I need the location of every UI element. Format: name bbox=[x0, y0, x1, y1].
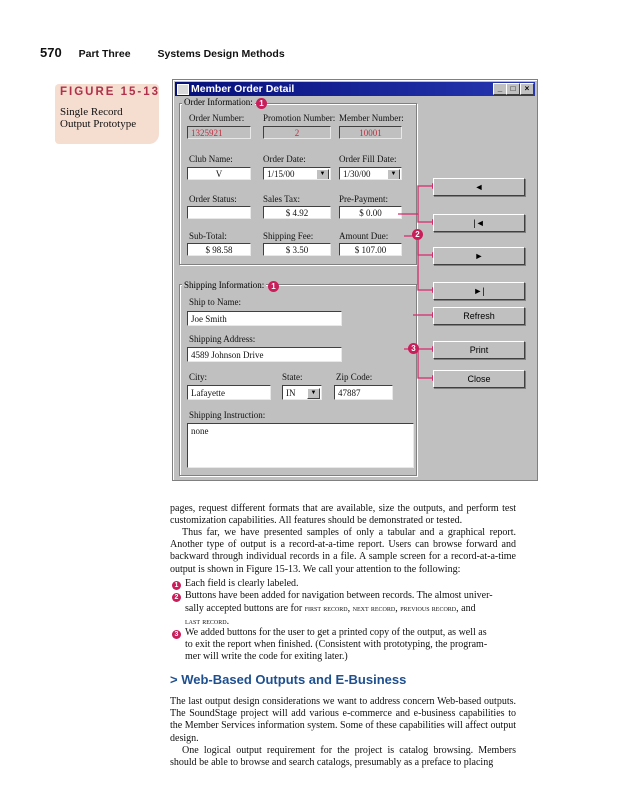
paragraph-4: One logical output requirement for the project is catalog browsing. Members should be able to browse and search catalogs, presumably as a preface to placing bbox=[170, 745, 516, 769]
order-fill-date-dropdown-icon[interactable]: ▼ bbox=[387, 169, 400, 180]
list-marker-3: 3 bbox=[172, 630, 181, 639]
list-item-2-line-a: Buttons have been added for navigation between records. The almost univer- bbox=[185, 590, 493, 601]
list-marker-1: 1 bbox=[172, 581, 181, 590]
shipping-address-field[interactable]: 4589 Johnson Drive bbox=[187, 347, 342, 362]
order-info-label: Order Information: bbox=[184, 97, 253, 107]
refresh-button[interactable]: Refresh bbox=[433, 307, 525, 325]
first-record-button[interactable]: |◄ bbox=[433, 214, 525, 232]
arrow-to-close bbox=[418, 349, 432, 378]
state-dropdown-icon[interactable]: ▼ bbox=[307, 388, 320, 399]
ship-to-name-label: Ship to Name: bbox=[189, 297, 241, 307]
promotion-number-field: 2 bbox=[263, 126, 331, 139]
part-label: Part Three bbox=[78, 48, 131, 60]
order-status-label: Order Status: bbox=[189, 194, 237, 204]
sales-tax-field[interactable]: $ 4.92 bbox=[263, 206, 331, 219]
page-number: 570 bbox=[40, 45, 62, 60]
list-item-3-line-b: to exit the report when finished. (Consistent with prototyping, the program- bbox=[185, 639, 488, 651]
list-item-2-line-b: sally accepted buttons are for first record, next record, previous record, and bbox=[185, 603, 476, 615]
last-record-button[interactable]: ►| bbox=[433, 282, 525, 300]
paragraph-2: Thus far, we have presented samples of only a tabular and a graphical report. Another type of output is a record-at-a-time report. Users can browse forward and backward through individual records in a file. A sample screen for a record-at-a-time output is shown in Figure 15-13. We call your attention to the following: bbox=[170, 527, 516, 575]
arrow-to-last bbox=[418, 236, 432, 290]
order-fill-date-value: 1/30/00 bbox=[343, 169, 371, 179]
figure-label: FIGURE 15-13 bbox=[60, 86, 161, 98]
ship-to-name-field[interactable]: Joe Smith bbox=[187, 311, 342, 326]
window-title: Member Order Detail bbox=[191, 83, 295, 95]
city-field[interactable]: Lafayette bbox=[187, 385, 271, 400]
prepayment-label: Pre-Payment: bbox=[339, 194, 388, 204]
shipping-fee-field[interactable]: $ 3.50 bbox=[263, 243, 331, 256]
amount-due-field[interactable]: $ 107.00 bbox=[339, 243, 402, 256]
prepayment-field[interactable]: $ 0.00 bbox=[339, 206, 402, 219]
list-marker-2: 2 bbox=[172, 593, 181, 602]
subtotal-label: Sub-Total: bbox=[189, 231, 227, 241]
club-name-field[interactable]: V bbox=[187, 167, 251, 180]
order-number-field: 1325921 bbox=[187, 126, 251, 139]
shipping-address-label: Shipping Address: bbox=[189, 334, 256, 344]
list-item-3-line-a: We added buttons for the user to get a printed copy of the output, as well as bbox=[185, 627, 487, 638]
arrow-to-previous bbox=[398, 186, 432, 214]
callout-2: 2 bbox=[412, 229, 423, 240]
caption-line-2: Output Prototype bbox=[60, 118, 137, 130]
callout-1-shipping: 1 bbox=[268, 281, 279, 292]
instruction-label: Shipping Instruction: bbox=[189, 410, 266, 420]
order-date-value: 1/15/00 bbox=[267, 169, 295, 179]
member-number-field: 10001 bbox=[339, 126, 402, 139]
order-date-dropdown-icon[interactable]: ▼ bbox=[316, 169, 329, 180]
list-item-2-line-c: last record bbox=[185, 616, 227, 627]
order-number-label: Order Number: bbox=[189, 113, 245, 123]
list-item-1-text: Each field is clearly labeled. bbox=[185, 578, 299, 589]
section-heading: > Web-Based Outputs and E-Business bbox=[170, 672, 407, 687]
next-record-button[interactable]: ► bbox=[433, 247, 525, 265]
shipping-info-label: Shipping Information: bbox=[184, 280, 265, 290]
member-number-label: Member Number: bbox=[339, 113, 404, 123]
list-item-2: 2 Buttons have been added for navigation between records. The almost univer- sally accepted buttons are for first record, next record, previous record, and last record. bbox=[172, 590, 518, 629]
state-value: IN bbox=[286, 388, 296, 398]
city-label: City: bbox=[189, 372, 208, 382]
list-item-1 bbox=[172, 578, 299, 590]
state-label: State: bbox=[282, 372, 303, 382]
window-close-button[interactable]: × bbox=[520, 83, 534, 95]
previous-record-button[interactable]: ◄ bbox=[433, 178, 525, 196]
close-button[interactable]: Close bbox=[433, 370, 525, 388]
order-fill-date-label: Order Fill Date: bbox=[339, 154, 397, 164]
caption-line-1: Single Record bbox=[60, 106, 123, 118]
maximize-button[interactable]: □ bbox=[506, 83, 520, 95]
amount-due-label: Amount Due: bbox=[339, 231, 389, 241]
list-item-3-line-c: mer will write the code for exiting later.) bbox=[185, 651, 348, 663]
club-name-label: Club Name: bbox=[189, 154, 233, 164]
arrow-to-first bbox=[418, 214, 432, 222]
subtotal-field[interactable]: $ 98.58 bbox=[187, 243, 251, 256]
list-item-3 bbox=[172, 627, 518, 664]
paragraph-1: pages, request different formats that are available, size the outputs, and perform test customization capabilities. All features should be demonstrated or tested. bbox=[170, 503, 516, 527]
promotion-number-label: Promotion Number: bbox=[263, 113, 336, 123]
minimize-button[interactable]: _ bbox=[493, 83, 507, 95]
order-date-label: Order Date: bbox=[263, 154, 306, 164]
shipping-fee-label: Shipping Fee: bbox=[263, 231, 314, 241]
chapter-title: Systems Design Methods bbox=[157, 48, 285, 60]
zip-field[interactable]: 47887 bbox=[334, 385, 393, 400]
callout-3: 3 bbox=[408, 343, 419, 354]
paragraph-3: The last output design considerations we want to address concern Web-based outputs. The SoundStage project will add various e-commerce and e-business capabilities to the Member Services information system. Some of these capabilities will affect output design. bbox=[170, 696, 516, 744]
callout-1-order: 1 bbox=[256, 98, 267, 109]
instruction-field[interactable]: none bbox=[187, 423, 414, 468]
print-button[interactable]: Print bbox=[433, 341, 525, 359]
sales-tax-label: Sales Tax: bbox=[263, 194, 300, 204]
zip-label: Zip Code: bbox=[336, 372, 373, 382]
